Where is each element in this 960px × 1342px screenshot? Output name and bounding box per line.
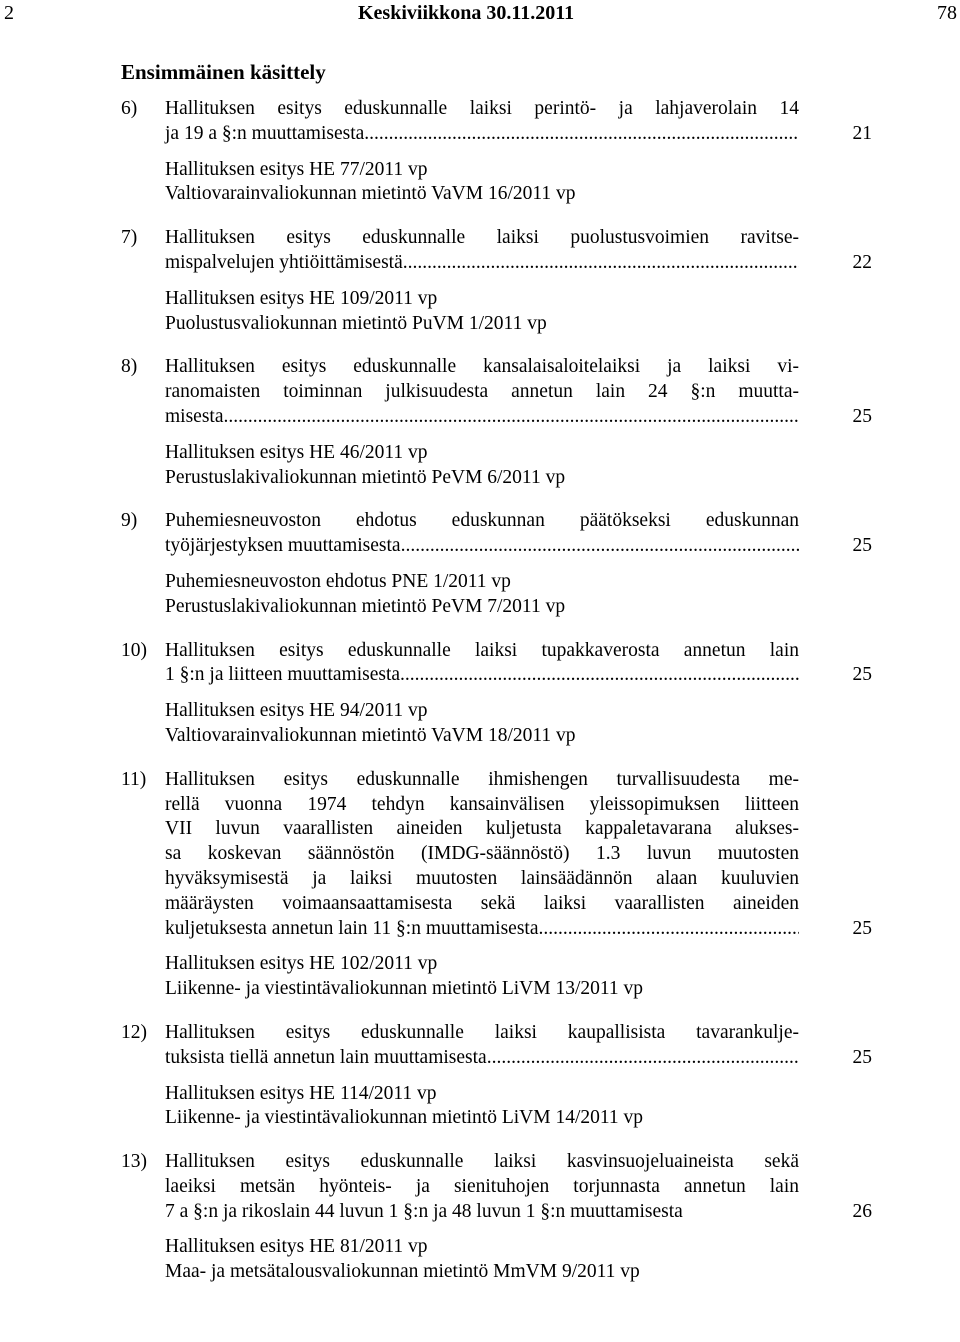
header-date: Keskiviikkona 30.11.2011	[358, 2, 575, 24]
agenda-item-title: Hallituksen esitys eduskunnalle laiksi perintö- ja lahjaverolain 14 ja 19 a §:n muuttamisesta .....	[165, 97, 799, 147]
agenda-item-reference: Valtiovarainvaliokunnan mietintö VaVM 16/2011 vp	[165, 183, 576, 205]
agenda-item-reference: Hallituksen esitys HE 114/2011 vp	[165, 1082, 437, 1104]
agenda-item	[121, 97, 881, 207]
agenda-item-reference: Hallituksen esitys HE 109/2011 vp	[165, 287, 438, 309]
agenda-item-reference: Puhemiesneuvoston ehdotus PNE 1/2011 vp	[165, 570, 511, 592]
agenda-item-title: Hallituksen esitys eduskunnalle laiksi kasvinsuojeluaineista sekä laeiksi metsän hyönteis- ja sienituhojen torjunnasta annetun lain 7 a §:n ja rikoslain 44 luvun 1 §:n ja 48 luvun 1 §:n muuttamisesta	[165, 1151, 799, 1222]
agenda-item-reference: Hallituksen esitys HE 94/2011 vp	[165, 700, 428, 722]
agenda-item-number: 11)	[121, 768, 147, 790]
agenda-item-number: 12)	[121, 1021, 147, 1043]
agenda-item	[121, 226, 881, 336]
agenda-item-title: Puhemiesneuvoston ehdotus eduskunnan päätökseksi eduskunnan työjärjestyksen muuttamisesta .....	[165, 509, 799, 559]
agenda-item	[121, 1150, 881, 1285]
agenda-item-reference: Maa- ja metsätalousvaliokunnan mietintö MmVM 9/2011 vp	[165, 1261, 640, 1283]
agenda-item-title: Hallituksen esitys eduskunnalle ihmishengen turvallisuudesta me- rellä vuonna 1974 tehdyn kansainvälisen yleissopimuksen liitteen VII luvun vaarallisten aineiden kuljetusta kappaletavarana alukses- sa koskevan säännöstön (IMDG-säännöstö) 1.3 luvun muutosten hyväksymisestä ja laiksi muutosten lainsäädännön alaan kuuluvien määräysten voimaansaattamisesta sekä laiksi vaarallisten aineiden kuljetuksesta annetun lain 11 §:n muuttamisesta .....	[165, 768, 799, 942]
agenda-list	[121, 97, 881, 1304]
page-number-left: 2	[4, 2, 14, 24]
agenda-item-reference: Hallituksen esitys HE 102/2011 vp	[165, 953, 438, 975]
agenda-item-title: Hallituksen esitys eduskunnalle kansalaisaloitelaiksi ja laiksi vi- ranomaisten toiminnan julkisuudesta annetun lain 24 §:n muutta- misesta .....	[165, 355, 799, 429]
agenda-item-title: Hallituksen esitys eduskunnalle laiksi kaupallisista tavarankulje- tuksista tiellä annetun lain muuttamisesta .....	[165, 1021, 799, 1071]
agenda-item	[121, 768, 881, 1002]
agenda-item-title: Hallituksen esitys eduskunnalle laiksi puolustusvoimien ravitse- mispalvelujen yhtiöittämisestä .....	[165, 226, 799, 276]
agenda-item-reference: Valtiovarainvaliokunnan mietintö VaVM 18/2011 vp	[165, 724, 576, 746]
agenda-item-page: 22	[852, 251, 872, 273]
agenda-item-page: 25	[852, 405, 872, 427]
agenda-item-number: 9)	[121, 510, 138, 532]
agenda-item-number: 10)	[121, 639, 147, 661]
agenda-item-page: 21	[852, 122, 872, 144]
agenda-item-reference: Hallituksen esitys HE 81/2011 vp	[165, 1236, 428, 1258]
agenda-item-title: Hallituksen esitys eduskunnalle laiksi tupakkaverosta annetun lain 1 §:n ja liitteen muuttamisesta .....	[165, 639, 799, 689]
agenda-item	[121, 1021, 881, 1131]
agenda-item-reference: Liikenne- ja viestintävaliokunnan mietintö LiVM 14/2011 vp	[165, 1107, 644, 1129]
agenda-item-page: 26	[852, 1200, 872, 1222]
agenda-item-page: 25	[852, 664, 872, 686]
agenda-item-reference: Perustuslakivaliokunnan mietintö PeVM 7/2011 vp	[165, 595, 566, 617]
agenda-item-reference: Hallituksen esitys HE 77/2011 vp	[165, 158, 428, 180]
agenda-item	[121, 355, 881, 490]
agenda-item	[121, 639, 881, 749]
agenda-item-number: 7)	[121, 227, 138, 249]
page-header	[0, 2, 960, 28]
agenda-item-page: 25	[852, 1046, 872, 1068]
agenda-item	[121, 509, 881, 619]
agenda-item-page: 25	[852, 535, 872, 557]
agenda-item-number: 8)	[121, 356, 138, 378]
agenda-item-number: 6)	[121, 98, 138, 119]
agenda-item-page: 25	[852, 917, 872, 939]
agenda-item-number: 13)	[121, 1151, 147, 1173]
agenda-item-reference: Perustuslakivaliokunnan mietintö PeVM 6/2011 vp	[165, 466, 566, 488]
page-number-right: 78	[937, 2, 957, 24]
agenda-item-reference: Puolustusvaliokunnan mietintö PuVM 1/2011 vp	[165, 312, 547, 334]
section-title: Ensimmäinen käsittely	[121, 60, 326, 84]
agenda-item-reference: Hallituksen esitys HE 46/2011 vp	[165, 441, 428, 463]
agenda-item-reference: Liikenne- ja viestintävaliokunnan mietintö LiVM 13/2011 vp	[165, 978, 644, 1000]
